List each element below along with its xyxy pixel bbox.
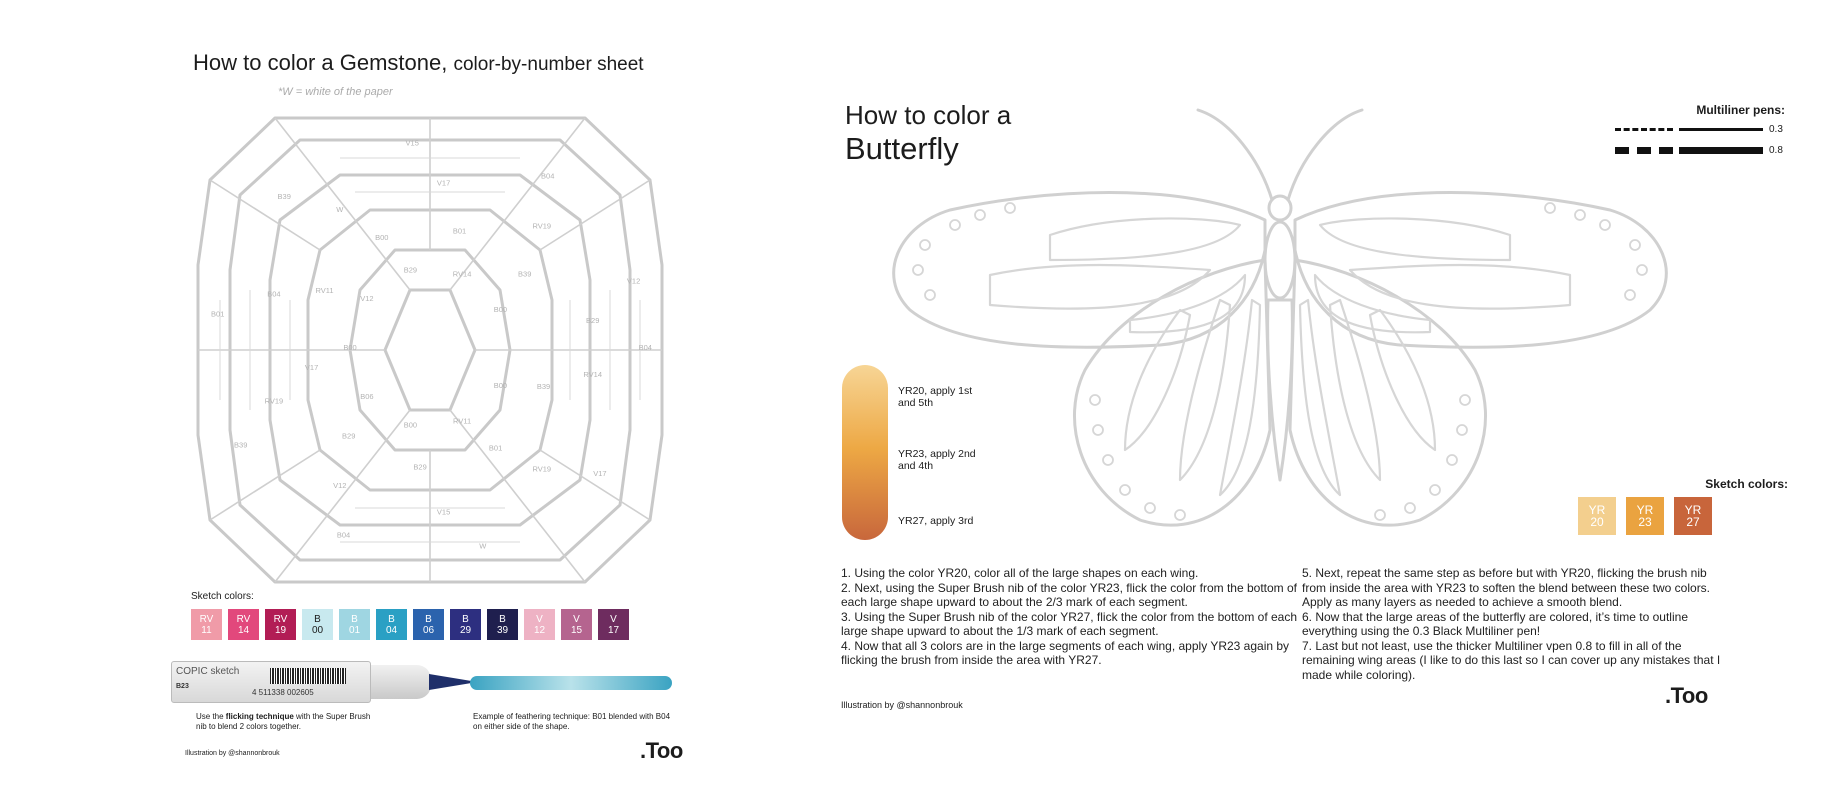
multiliner-size-label: 0.3	[1769, 124, 1783, 135]
facet-color-code: B00	[343, 343, 357, 352]
swatch-rv11	[191, 609, 222, 640]
facet-color-code: V17	[436, 178, 451, 188]
gemstone-title	[193, 50, 644, 76]
gemstone-sheet	[0, 0, 790, 800]
marker-brush-nib-icon	[429, 674, 473, 690]
facet-color-code: V12	[626, 276, 641, 286]
gemstone-sketch-colors-title: Sketch colors:	[191, 591, 254, 602]
facet-color-code: B29	[413, 462, 427, 472]
swatch-code-part: 20	[1590, 515, 1604, 529]
instruction-step: 6. Now that the large areas of the butterfly are colored, it’s time to outline everything using the 0.3 Black Multiliner pen!	[1302, 609, 1688, 638]
swatch-code-part: 11	[201, 624, 212, 636]
swatch-yr23	[1626, 497, 1664, 535]
swatch-yr27	[1674, 497, 1712, 535]
too-logo: .Too	[640, 738, 683, 763]
swatch-code-part: 12	[533, 624, 546, 636]
gradient-label-yr27: YR27, apply 3rd	[898, 515, 974, 527]
facet-color-code: RV14	[452, 269, 472, 279]
gradient-label-yr20: YR20, apply 1st and 5th	[898, 385, 973, 409]
instruction-step: 1. Using the color YR20, color all of the large shapes on each wing.	[841, 566, 1199, 580]
facet-color-code: V12	[333, 481, 347, 491]
swatch-yr20	[1578, 497, 1616, 535]
swatch-code-part: V	[536, 613, 543, 625]
dashed-line-icon	[1615, 147, 1673, 154]
multiliner-row-thick	[1615, 145, 1785, 156]
swatch-b01	[339, 609, 370, 640]
swatch-v12	[524, 609, 555, 640]
swatch-v17	[598, 609, 629, 640]
swatch-code-part: B	[351, 613, 358, 625]
swatch-code-part: B	[388, 613, 395, 625]
facet-color-code: B00	[403, 420, 418, 430]
facet-color-code: RV11	[453, 416, 472, 426]
white-of-paper-note: *W = white of the paper	[278, 86, 393, 98]
too-logo: .Too	[1665, 683, 1708, 708]
facet-color-code: V15	[436, 507, 451, 517]
facet-color-code: B29	[586, 315, 600, 325]
marker-barcode-number: 4 511338 002605	[252, 688, 314, 697]
solid-line-icon	[1679, 147, 1763, 154]
facet-color-code: B00	[493, 381, 508, 391]
barcode-icon	[270, 668, 346, 684]
gemstone-line-art	[180, 100, 680, 590]
swatch-code-part: 27	[1686, 515, 1700, 529]
facet-color-code: B01	[452, 226, 467, 236]
butterfly-swatch-row	[1578, 497, 1712, 535]
marker-code: B23	[176, 683, 189, 690]
facet-color-code: B04	[541, 171, 555, 181]
feathering-example-bar	[470, 676, 672, 690]
facet-color-code: RV19	[532, 464, 552, 474]
facet-color-code: V17	[593, 468, 607, 478]
facet-color-code: B04	[267, 289, 281, 299]
swatch-code-part: 01	[348, 624, 361, 636]
swatch-b04	[376, 609, 407, 640]
butterfly-line-art	[880, 100, 1680, 530]
gradient-swatch	[842, 365, 888, 540]
gradient-label-yr23: YR23, apply 2nd and 4th	[898, 448, 976, 472]
gemstone-credit: Illustration by @shannonbrouk	[185, 750, 280, 757]
swatch-code-part: 15	[570, 624, 583, 636]
copic-marker	[171, 659, 476, 705]
butterfly-credit: Illustration by @shannonbrouk	[841, 700, 963, 710]
facet-color-code: V12	[360, 293, 374, 303]
instruction-step: 2. Next, using the Super Brush nib of the color YR23, flick the color from the bottom of each large shape upward to about the 2/3 mark of each segment.	[841, 580, 1298, 609]
swatch-b00	[302, 609, 333, 640]
multiliner-legend	[1535, 103, 1785, 163]
swatch-code-part: 17	[607, 624, 620, 636]
swatch-code-part: YR	[1636, 503, 1654, 517]
facet-color-code: B29	[403, 265, 418, 275]
swatch-code-part: 06	[422, 624, 435, 636]
facet-color-code: B00	[375, 233, 389, 243]
swatch-rv19	[265, 609, 296, 640]
instruction-step: 3. Using the Super Brush nib of the color YR27, flick the color from the bottom of each large shape upward to about the 1/3 mark of each segment.	[841, 609, 1298, 638]
marker-brand: COPIC sketch	[176, 666, 240, 677]
instruction-step: 4. Now that all 3 colors are in the large segments of each wing, apply YR23 again by flicking the brush from inside the area with YR27.	[841, 638, 1290, 667]
swatch-code-part: V	[573, 613, 580, 625]
instruction-step: 5. Next, repeat the same step as before but with YR20, flicking the brush nib from inside the area with YR23 to soften the blend between these two colors. Apply as many layers as needed to achieve a smooth blend.	[1302, 566, 1711, 609]
swatch-code-part: 00	[311, 624, 324, 636]
butterfly-sketch-colors-title: Sketch colors:	[1705, 477, 1788, 491]
swatch-b39	[487, 609, 518, 640]
swatch-code-part: RV	[236, 613, 251, 625]
caption-pre: Use the	[196, 712, 226, 721]
gemstone-swatch-row	[191, 609, 629, 640]
facet-color-code: V17	[304, 362, 319, 372]
solid-line-icon	[1679, 128, 1763, 131]
swatch-code-part: 19	[274, 624, 287, 636]
swatch-b29	[450, 609, 481, 640]
swatch-code-part: B	[462, 613, 469, 625]
swatch-code-part: YR	[1588, 503, 1606, 517]
facet-color-code: RV14	[583, 370, 603, 380]
feathering-caption: Example of feathering technique: B01 blended with B04 on either side of the shape.	[473, 712, 671, 731]
facet-color-code: B39	[536, 382, 551, 391]
facet-color-code: B01	[211, 309, 225, 319]
swatch-rv14	[228, 609, 259, 640]
dashed-line-icon	[1615, 128, 1673, 131]
caption-bold: flicking technique	[225, 712, 294, 721]
facet-color-code: B39	[277, 192, 291, 202]
instruction-step: 7. Last but not least, use the thicker Multiliner vpen 0.8 to fill in all of the remaining wing areas (I like to do this last so I can cover up any mistakes that I made while coloring).	[1302, 638, 1721, 682]
facet-color-code: B04	[336, 530, 351, 540]
multiliner-row-fine	[1615, 124, 1785, 135]
marker-body	[171, 661, 371, 703]
facet-color-code: B04	[638, 343, 652, 352]
steps-column-right	[1302, 566, 1732, 682]
facet-color-code: RV11	[315, 285, 334, 295]
swatch-code-part: 14	[237, 624, 250, 636]
swatch-code-part: 29	[459, 624, 472, 636]
swatch-code-part: 04	[385, 624, 398, 636]
swatch-code-part: B	[425, 613, 432, 625]
multiliner-title: Multiliner pens:	[1696, 103, 1785, 117]
facet-color-code: W	[479, 541, 487, 551]
swatch-code-part: 23	[1638, 515, 1652, 529]
gemstone-title-main: How to color a Gemstone,	[193, 50, 448, 75]
caption-post: with the Super Brush nib to blend 2 colors together.	[196, 712, 371, 731]
swatch-v15	[561, 609, 592, 640]
facet-color-code: B39	[518, 269, 532, 279]
swatch-code-part: 39	[496, 624, 509, 636]
swatch-b06	[413, 609, 444, 640]
gemstone-title-sub: color-by-number sheet	[453, 54, 644, 75]
swatch-code-part: RV	[273, 613, 288, 625]
butterfly-title-line2: Butterfly	[845, 131, 959, 166]
marker-cap	[371, 665, 431, 699]
facet-color-code: W	[336, 204, 344, 214]
swatch-code-part: YR	[1684, 503, 1702, 517]
swatch-code-part: RV	[199, 613, 214, 625]
facet-color-code: RV19	[532, 221, 552, 231]
swatch-code-part: B	[499, 613, 506, 625]
flicking-technique-caption	[196, 712, 376, 732]
steps-column-left	[841, 566, 1301, 668]
facet-color-code: B00	[493, 304, 508, 314]
facet-color-code: B06	[360, 392, 374, 402]
multiliner-size-label: 0.8	[1769, 145, 1783, 156]
facet-color-code: B01	[488, 443, 503, 453]
facet-color-code: B29	[342, 431, 356, 441]
facet-color-code: B39	[234, 440, 248, 450]
butterfly-title-line1: How to color a	[845, 100, 1012, 130]
butterfly-sheet	[790, 0, 1840, 800]
swatch-code-part: B	[314, 613, 321, 625]
facet-color-code: RV19	[264, 396, 284, 406]
facet-color-code: V15	[405, 138, 419, 148]
swatch-code-part: V	[610, 613, 617, 625]
